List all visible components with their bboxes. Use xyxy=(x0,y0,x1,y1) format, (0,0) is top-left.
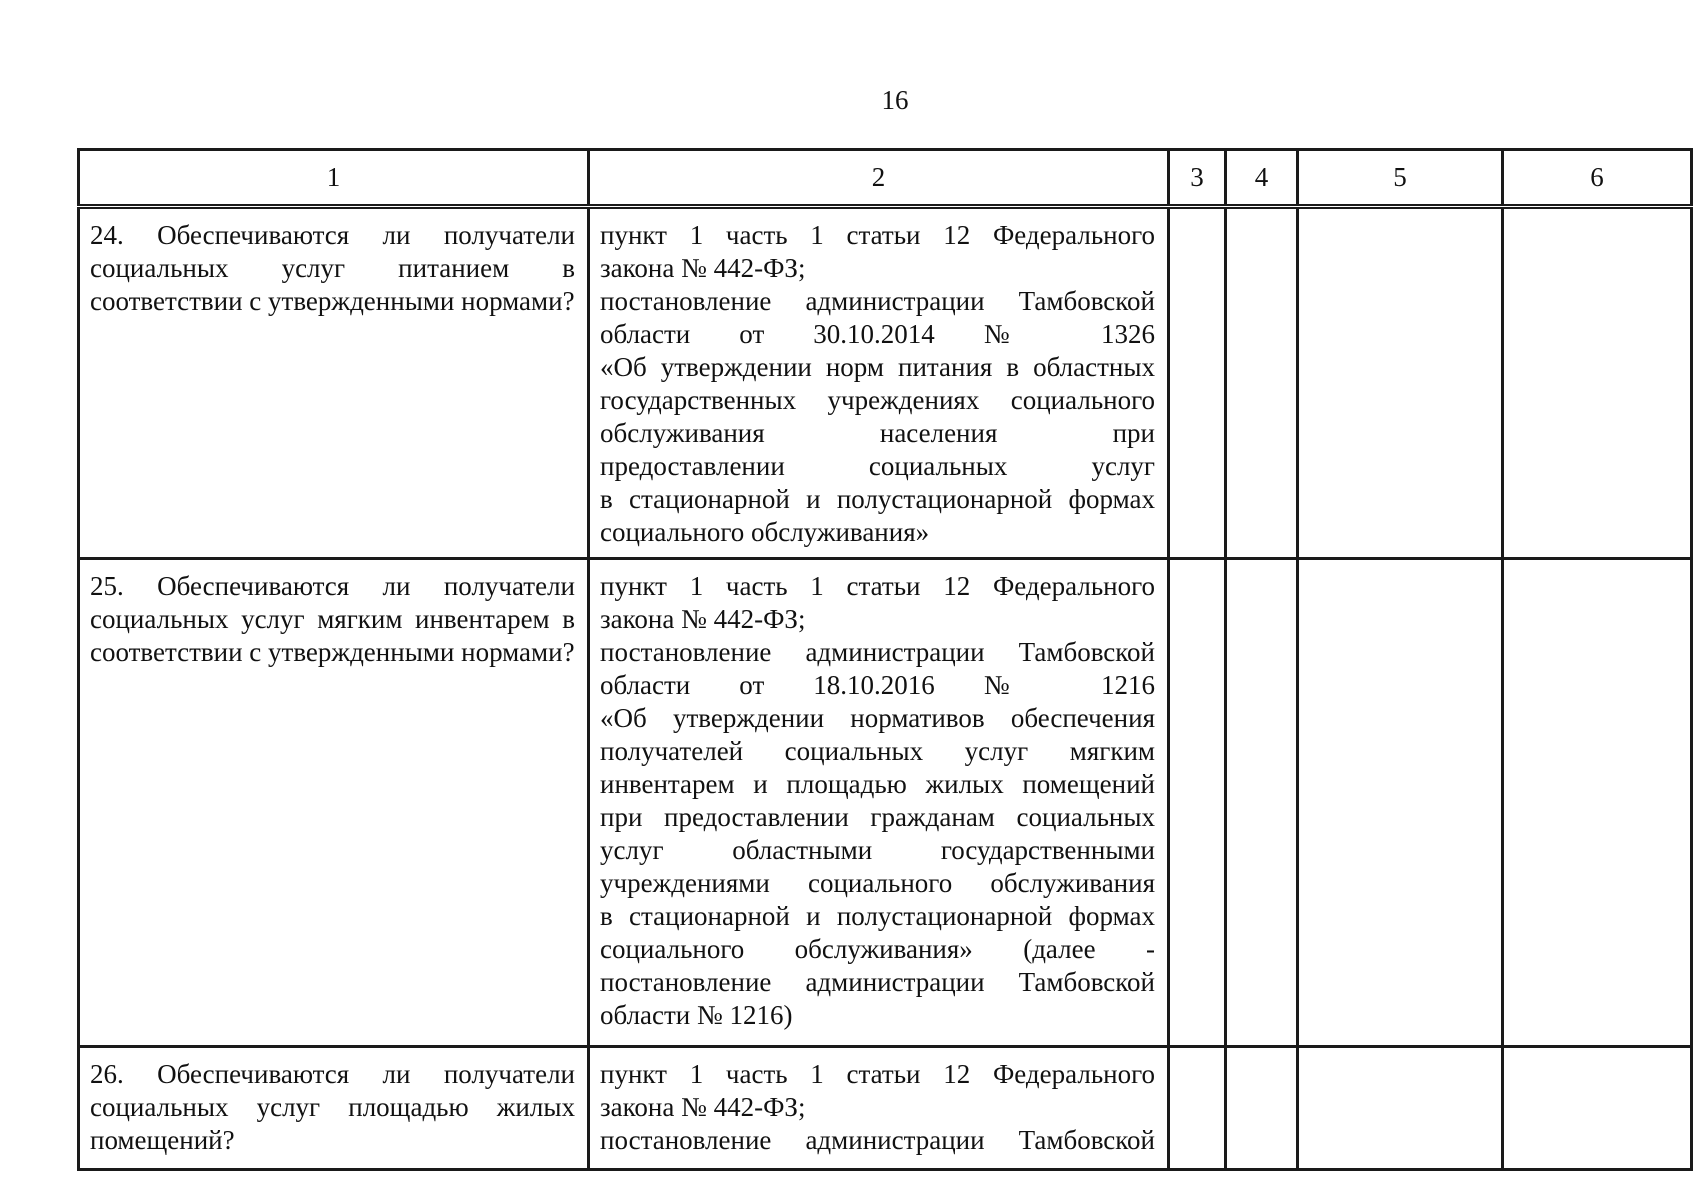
table-row xyxy=(79,559,1692,1047)
table-header-row xyxy=(79,150,1692,207)
column-header-1: 1 xyxy=(79,150,589,207)
legal-basis-line: закона № 442-ФЗ; xyxy=(600,1092,806,1122)
legal-basis-line: получателей социальных услуг мягким xyxy=(600,736,1155,766)
question-cell: 24. Обеспечиваются ли получатели социальных услуг питанием в соответствии с утвержденными нормами? xyxy=(79,207,589,559)
empty-cell-col5 xyxy=(1298,1047,1503,1170)
legal-basis-line: социального обслуживания» xyxy=(600,517,930,547)
legal-basis-line: пункт 1 часть 1 статьи 12 Федерального xyxy=(600,571,1155,601)
legal-basis-line: области от 30.10.2014 № 1326 xyxy=(600,319,1155,349)
empty-cell-col3 xyxy=(1169,559,1226,1047)
checklist-table xyxy=(77,148,1693,1171)
empty-cell-col4 xyxy=(1226,1047,1298,1170)
empty-cell-col3 xyxy=(1169,1047,1226,1170)
empty-cell-col6 xyxy=(1503,559,1692,1047)
legal-basis-line: области № 1216) xyxy=(600,1000,793,1030)
legal-basis-line: государственных учреждениях социального xyxy=(600,385,1155,415)
question-cell: 25. Обеспечиваются ли получатели социальных услуг мягким инвентарем в соответствии с утвержденными нормами? xyxy=(79,559,589,1047)
legal-basis-line: «Об утверждении нормативов обеспечения xyxy=(600,703,1155,733)
empty-cell-col4 xyxy=(1226,559,1298,1047)
legal-basis-line: постановление администрации Тамбовской xyxy=(600,1125,1155,1155)
empty-cell-col4 xyxy=(1226,207,1298,559)
empty-cell-col6 xyxy=(1503,1047,1692,1170)
empty-cell-col3 xyxy=(1169,207,1226,559)
empty-cell-col5 xyxy=(1298,207,1503,559)
table-row xyxy=(79,207,1692,559)
legal-basis-line: услуг областными государственными xyxy=(600,835,1155,865)
legal-basis-line: постановление администрации Тамбовской xyxy=(600,637,1155,667)
legal-basis-line: пункт 1 часть 1 статьи 12 Федерального xyxy=(600,1059,1155,1089)
empty-cell-col5 xyxy=(1298,559,1503,1047)
legal-basis-line: социального обслуживания» (далее - xyxy=(600,934,1155,964)
legal-basis-line: постановление администрации Тамбовской xyxy=(600,967,1155,997)
legal-basis-line: закона № 442-ФЗ; xyxy=(600,253,806,283)
empty-cell-col6 xyxy=(1503,207,1692,559)
legal-basis-line: закона № 442-ФЗ; xyxy=(600,604,806,634)
question-cell: 26. Обеспечиваются ли получатели социальных услуг площадью жилых помещений? xyxy=(79,1047,589,1170)
column-header-3: 3 xyxy=(1169,150,1226,207)
table-row xyxy=(79,1047,1692,1170)
column-header-6: 6 xyxy=(1503,150,1692,207)
column-header-5: 5 xyxy=(1298,150,1503,207)
legal-basis-cell xyxy=(589,207,1169,559)
legal-basis-line: при предоставлении гражданам социальных xyxy=(600,802,1155,832)
column-header-4: 4 xyxy=(1226,150,1298,207)
legal-basis-line: в стационарной и полустационарной формах xyxy=(600,901,1155,931)
page-number: 16 xyxy=(881,85,909,115)
legal-basis-line: пункт 1 часть 1 статьи 12 Федерального xyxy=(600,220,1155,250)
legal-basis-line: инвентарем и площадью жилых помещений xyxy=(600,769,1155,799)
legal-basis-line: обслуживания населения при xyxy=(600,418,1155,448)
column-header-2: 2 xyxy=(589,150,1169,207)
legal-basis-cell xyxy=(589,1047,1169,1170)
legal-basis-line: «Об утверждении норм питания в областных xyxy=(600,352,1155,382)
legal-basis-line: в стационарной и полустационарной формах xyxy=(600,484,1155,514)
legal-basis-line: предоставлении социальных услуг xyxy=(600,451,1155,481)
legal-basis-cell xyxy=(589,559,1169,1047)
legal-basis-line: учреждениями социального обслуживания xyxy=(600,868,1155,898)
legal-basis-line: области от 18.10.2016 № 1216 xyxy=(600,670,1155,700)
legal-basis-line: постановление администрации Тамбовской xyxy=(600,286,1155,316)
